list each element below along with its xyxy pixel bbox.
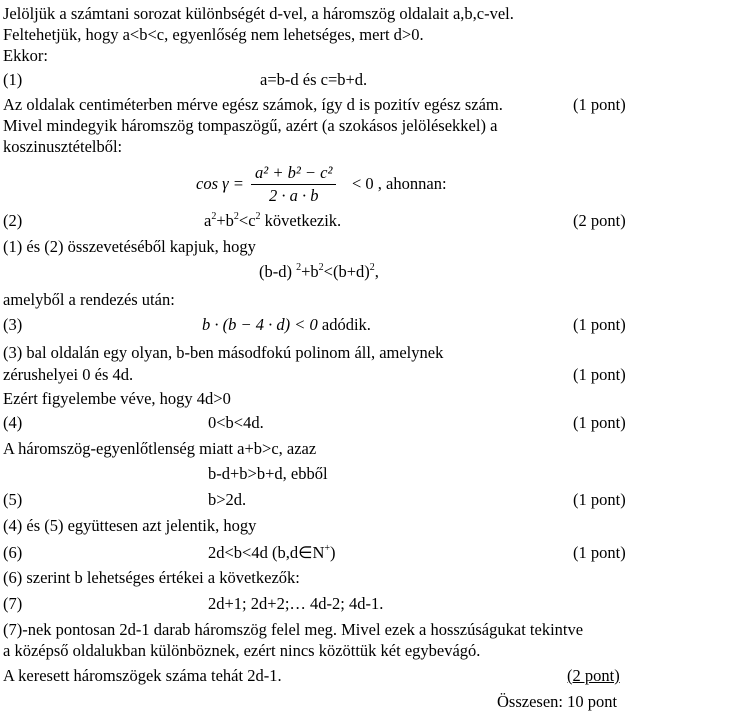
fraction-numerator: a² + b² − c² <box>251 162 336 185</box>
cosine-rhs: < 0 , ahonnan: <box>352 174 447 193</box>
equation-label: (5) <box>3 490 23 509</box>
score-points: (2 pont) <box>573 211 626 230</box>
text-line: A keresett háromszögek száma tehát 2d-1. <box>3 666 282 685</box>
fraction-denominator: 2 · a · b <box>268 186 319 205</box>
text-line: (1) és (2) összevetéséből kapjuk, hogy <box>3 237 256 256</box>
equation-7: 2d+1; 2d+2;… 4d-2; 4d-1. <box>208 594 384 613</box>
text-line: (3) bal oldalán egy olyan, b-ben másodfokú polinom áll, amelynek <box>3 343 444 362</box>
text-line: Mivel mindegyik háromszög tompaszögű, azért (a szokásos jelölésekkel) a <box>3 116 498 135</box>
equation-1: a=b-d és c=b+d. <box>260 70 368 89</box>
text-line: A háromszög-egyenlőtlenség miatt a+b>c, azaz <box>3 439 317 458</box>
text-line: (6) szerint b lehetséges értékei a következők: <box>3 568 300 587</box>
score-points: (1 pont) <box>573 365 626 384</box>
text-line: (7)-nek pontosan 2d-1 darab háromszög felel meg. Mivel ezek a hosszúságukat tekintve <box>3 620 584 639</box>
cosine-lhs: cos γ = <box>196 174 244 193</box>
triangle-inequality: b-d+b>b+d, ebből <box>208 464 328 483</box>
total-score: Összesen: 10 pont <box>497 692 618 711</box>
combined-inequality: (b-d) $^2+b^2<(b+d)^2$, <box>259 262 379 281</box>
score-points: (1 pont) <box>573 95 626 114</box>
text-line: Jelöljük a számtani sorozat különbségét d-vel, a háromszög oldalait a,b,c-vel. <box>3 4 514 23</box>
score-points: (1 pont) <box>573 315 626 334</box>
equation-6: 2d<b<4d (b,d∈N+) <box>208 543 336 562</box>
equation-label: (6) <box>3 543 23 562</box>
score-points: (1 pont) <box>573 490 626 509</box>
cosine-fraction <box>251 162 336 207</box>
text-line: Az oldalak centiméterben mérve egész számok, így d is pozitív egész szám. <box>3 95 503 114</box>
equation-5: b>2d. <box>208 490 247 509</box>
text-line: (4) és (5) együttesen azt jelentik, hogy <box>3 516 257 535</box>
score-points: (1 pont) <box>573 543 626 562</box>
equation-3: b · (b − 4 · d) < 0 adódik. <box>202 315 371 334</box>
equation-label: (1) <box>3 70 23 89</box>
equation-label: (4) <box>3 413 23 432</box>
text-line: zérushelyei 0 és 4d. <box>3 365 134 384</box>
text-line: amelyből a rendezés után: <box>3 290 175 309</box>
equation-label: (7) <box>3 594 23 613</box>
text-line: Ekkor: <box>3 46 48 65</box>
score-points: (1 pont) <box>573 413 626 432</box>
text-line: Feltehetjük, hogy a<b<c, egyenlőség nem lehetséges, mert d>0. <box>3 25 424 44</box>
text-line: koszinusztételből: <box>3 137 123 156</box>
equation-label: (3) <box>3 315 23 334</box>
text-line: a középső oldalukban különböznek, ezért nincs közöttük két egybevágó. <box>3 641 481 660</box>
text-line: Ezért figyelembe véve, hogy 4d>0 <box>3 389 231 408</box>
equation-4: 0<b<4d. <box>208 413 264 432</box>
equation-2: $a^2+b^2<c^2$ következik. <box>204 211 342 230</box>
score-points: (2 pont) <box>567 666 620 685</box>
equation-label: (2) <box>3 211 23 230</box>
